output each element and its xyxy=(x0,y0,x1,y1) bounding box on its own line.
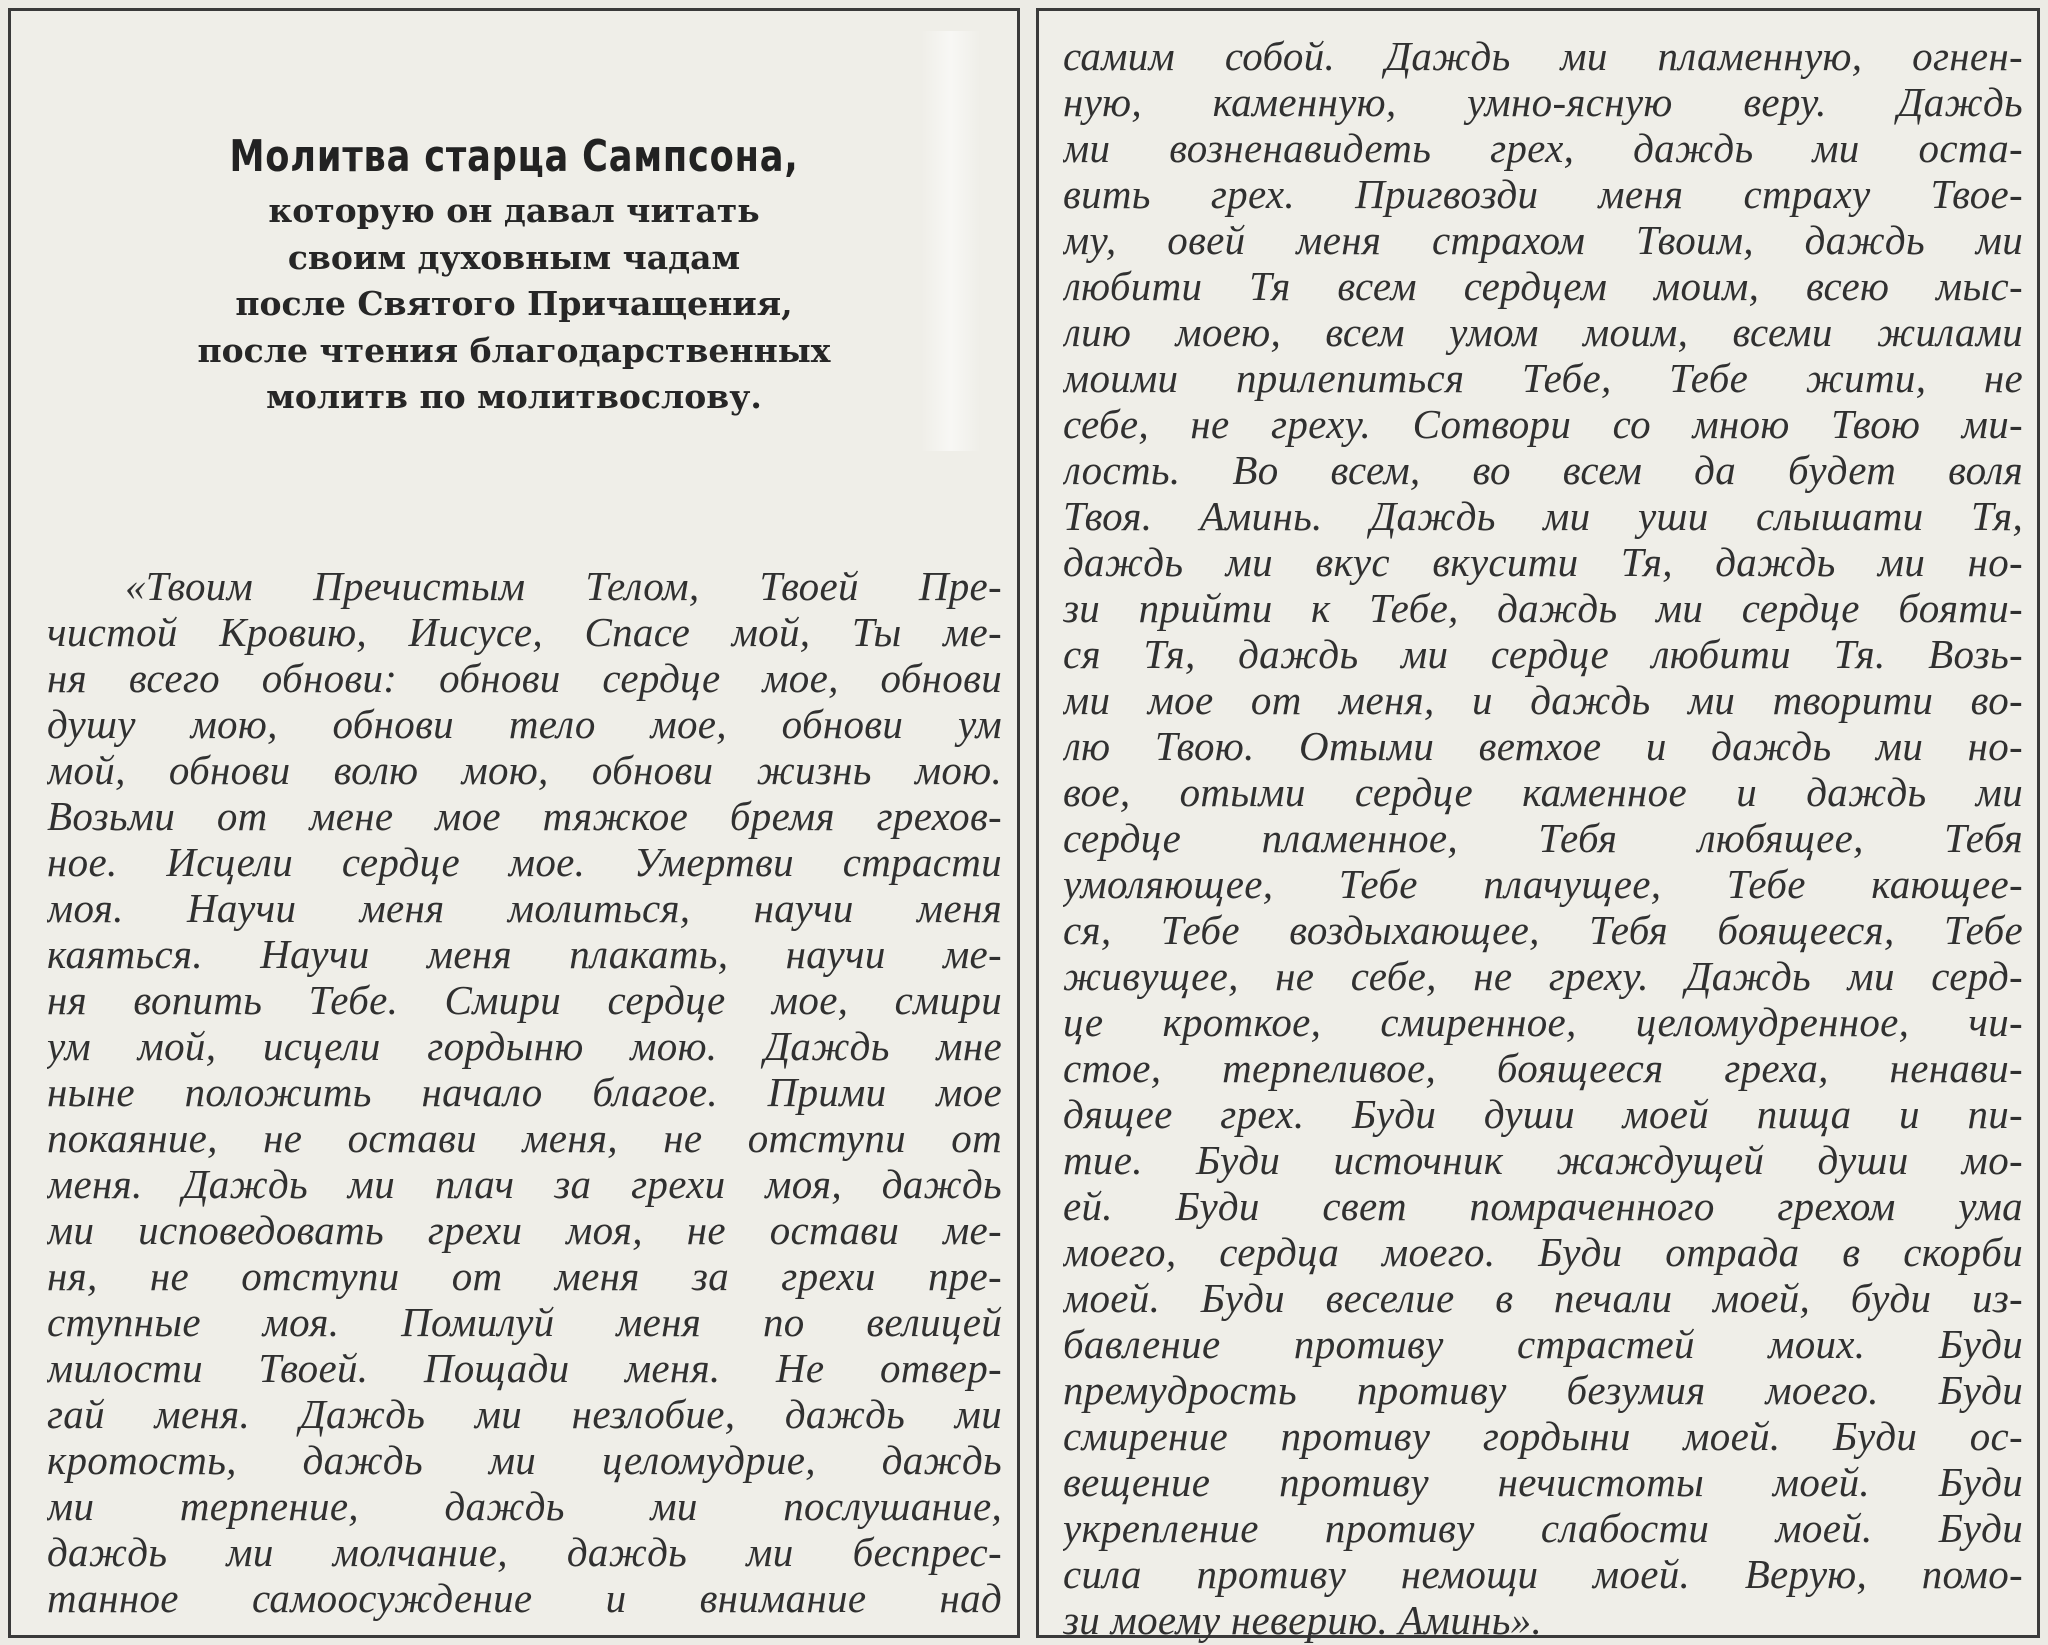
text-line: ную, каменную, умно-ясную веру. Даждь xyxy=(1063,79,2023,125)
text-line: моего, сердца моего. Буди отрада в скорби xyxy=(1063,1229,2023,1275)
text-line: му, овей меня страхом Твоим, даждь ми xyxy=(1063,217,2023,263)
text-line: укрепление противу слабости моей. Буди xyxy=(1063,1505,2023,1551)
text-line: дящее грех. Буди души моей пища и пи- xyxy=(1063,1091,2023,1137)
text-line: сила противу немощи моей. Верую, помо- xyxy=(1063,1551,2023,1597)
text-line: вить грех. Пригвозди меня страху Твое- xyxy=(1063,171,2023,217)
text-line: чистой Кровию, Иисусе, Спасе мой, Ты ме- xyxy=(47,609,1002,655)
subtitle-line: молитв по молитвослову. xyxy=(266,377,762,416)
text-line: покаяние, не остави меня, не отступи от xyxy=(47,1115,1002,1161)
text-line: ми терпение, даждь ми послушание, xyxy=(47,1483,1002,1529)
subtitle-line: своим духовным чадам xyxy=(287,237,741,277)
text-line: умоляющее, Тебе плачущее, Тебе кающее- xyxy=(1063,861,2023,907)
text-line: це кроткое, смиренное, целомудренное, чи- xyxy=(1063,999,2023,1045)
subtitle-line: которую он давал читать xyxy=(268,191,760,230)
text-line: стое, терпеливое, боящееся греха, ненави- xyxy=(1063,1045,2023,1091)
subtitle-line: после чтения благодарственных xyxy=(197,330,831,370)
text-line: лию моею, всем умом моим, всеми жилами xyxy=(1063,309,2023,355)
prayer-text-right xyxy=(1063,33,2023,1643)
text-line: смирение противу гордыни моей. Буди ос- xyxy=(1063,1413,2023,1459)
text-line: бавление противу страстей моих. Буди xyxy=(1063,1321,2023,1367)
text-line: моими прилепиться Тебе, Тебе жити, не xyxy=(1063,355,2023,401)
text-line: душу мою, обнови тело мое, обнови ум xyxy=(47,701,1002,747)
text-line: зи прийти к Тебе, даждь ми сердце бояти- xyxy=(1063,585,2023,631)
text-line: ми исповедовать грехи моя, не остави ме- xyxy=(47,1207,1002,1253)
text-line: сердце пламенное, Тебя любящее, Тебя xyxy=(1063,815,2023,861)
text-line: мой, обнови волю мою, обнови жизнь мою. xyxy=(47,747,1002,793)
text-line: ныне положить начало благое. Прими мое xyxy=(47,1069,1002,1115)
text-line: гай меня. Даждь ми незлобие, даждь ми xyxy=(47,1391,1002,1437)
text-line: каяться. Научи меня плакать, научи ме- xyxy=(47,931,1002,977)
text-line: ня, не отступи от меня за грехи пре- xyxy=(47,1253,1002,1299)
text-line: премудрость противу безумия моего. Буди xyxy=(1063,1367,2023,1413)
text-line: Возьми от мене мое тяжкое бремя грехов- xyxy=(47,793,1002,839)
text-line: ся, Тебе воздыхающее, Тебя боящееся, Тебе xyxy=(1063,907,2023,953)
text-line: кротость, даждь ми целомудрие, даждь xyxy=(47,1437,1002,1483)
prayer-title: Молитва старца Сампсона, xyxy=(229,131,799,182)
text-line: вое, отыми сердце каменное и даждь ми xyxy=(1063,769,2023,815)
text-line: лость. Во всем, во всем да будет воля xyxy=(1063,447,2023,493)
text-line: вещение противу нечистоты моей. Буди xyxy=(1063,1459,2023,1505)
text-line: ми мое от меня, и даждь ми творити во- xyxy=(1063,677,2023,723)
text-line: самим собой. Даждь ми пламенную, огнен- xyxy=(1063,33,2023,79)
text-line: даждь ми молчание, даждь ми беспрес- xyxy=(47,1529,1002,1575)
prayer-text-left xyxy=(47,563,1002,1621)
text-line: танное самоосуждение и внимание над xyxy=(47,1575,1002,1621)
right-column xyxy=(1036,8,2040,1643)
text-line: моя. Научи меня молиться, научи меня xyxy=(47,885,1002,931)
subtitle-line: после Святого Причащения, xyxy=(235,284,793,323)
text-line: Твоя. Аминь. Даждь ми уши слышати Тя, xyxy=(1063,493,2023,539)
text-line: милости Твоей. Пощади меня. Не отвер- xyxy=(47,1345,1002,1391)
text-line: «Твоим Пречистым Телом, Твоей Пре- xyxy=(125,563,1002,609)
text-line: зи моему неверию. Аминь». xyxy=(1063,1597,1543,1643)
text-line: любити Тя всем сердцем моим, всею мыс- xyxy=(1063,263,2023,309)
text-line: ня всего обнови: обнови сердце мое, обнови xyxy=(47,655,1002,701)
text-line: ступные моя. Помилуй меня по велицей xyxy=(47,1299,1002,1345)
text-line: себе, не греху. Сотвори со мною Твою ми- xyxy=(1063,401,2023,447)
text-line: ня вопить Тебе. Смири сердце мое, смири xyxy=(47,977,1002,1023)
text-line: ей. Буди свет помраченного грехом ума xyxy=(1063,1183,2023,1229)
text-line: лю Твою. Отыми ветхое и даждь ми но- xyxy=(1063,723,2023,769)
text-line: моей. Буди веселие в печали моей, буди из- xyxy=(1063,1275,2023,1321)
text-line: меня. Даждь ми плач за грехи моя, даждь xyxy=(47,1161,1002,1207)
text-line: даждь ми вкус вкусити Тя, даждь ми но- xyxy=(1063,539,2023,585)
text-line: ся Тя, даждь ми сердце любити Тя. Возь- xyxy=(1063,631,2023,677)
text-line: тие. Буди источник жаждущей души мо- xyxy=(1063,1137,2023,1183)
text-line: ное. Исцели сердце мое. Умертви страсти xyxy=(47,839,1002,885)
text-line: ум мой, исцели гордыню мою. Даждь мне xyxy=(47,1023,1002,1069)
text-line: живущее, не себе, не греху. Даждь ми серд- xyxy=(1063,953,2023,999)
left-column xyxy=(8,8,1020,1638)
text-line: ми возненавидеть грех, даждь ми оста- xyxy=(1063,125,2023,171)
heading-block xyxy=(11,131,1017,421)
